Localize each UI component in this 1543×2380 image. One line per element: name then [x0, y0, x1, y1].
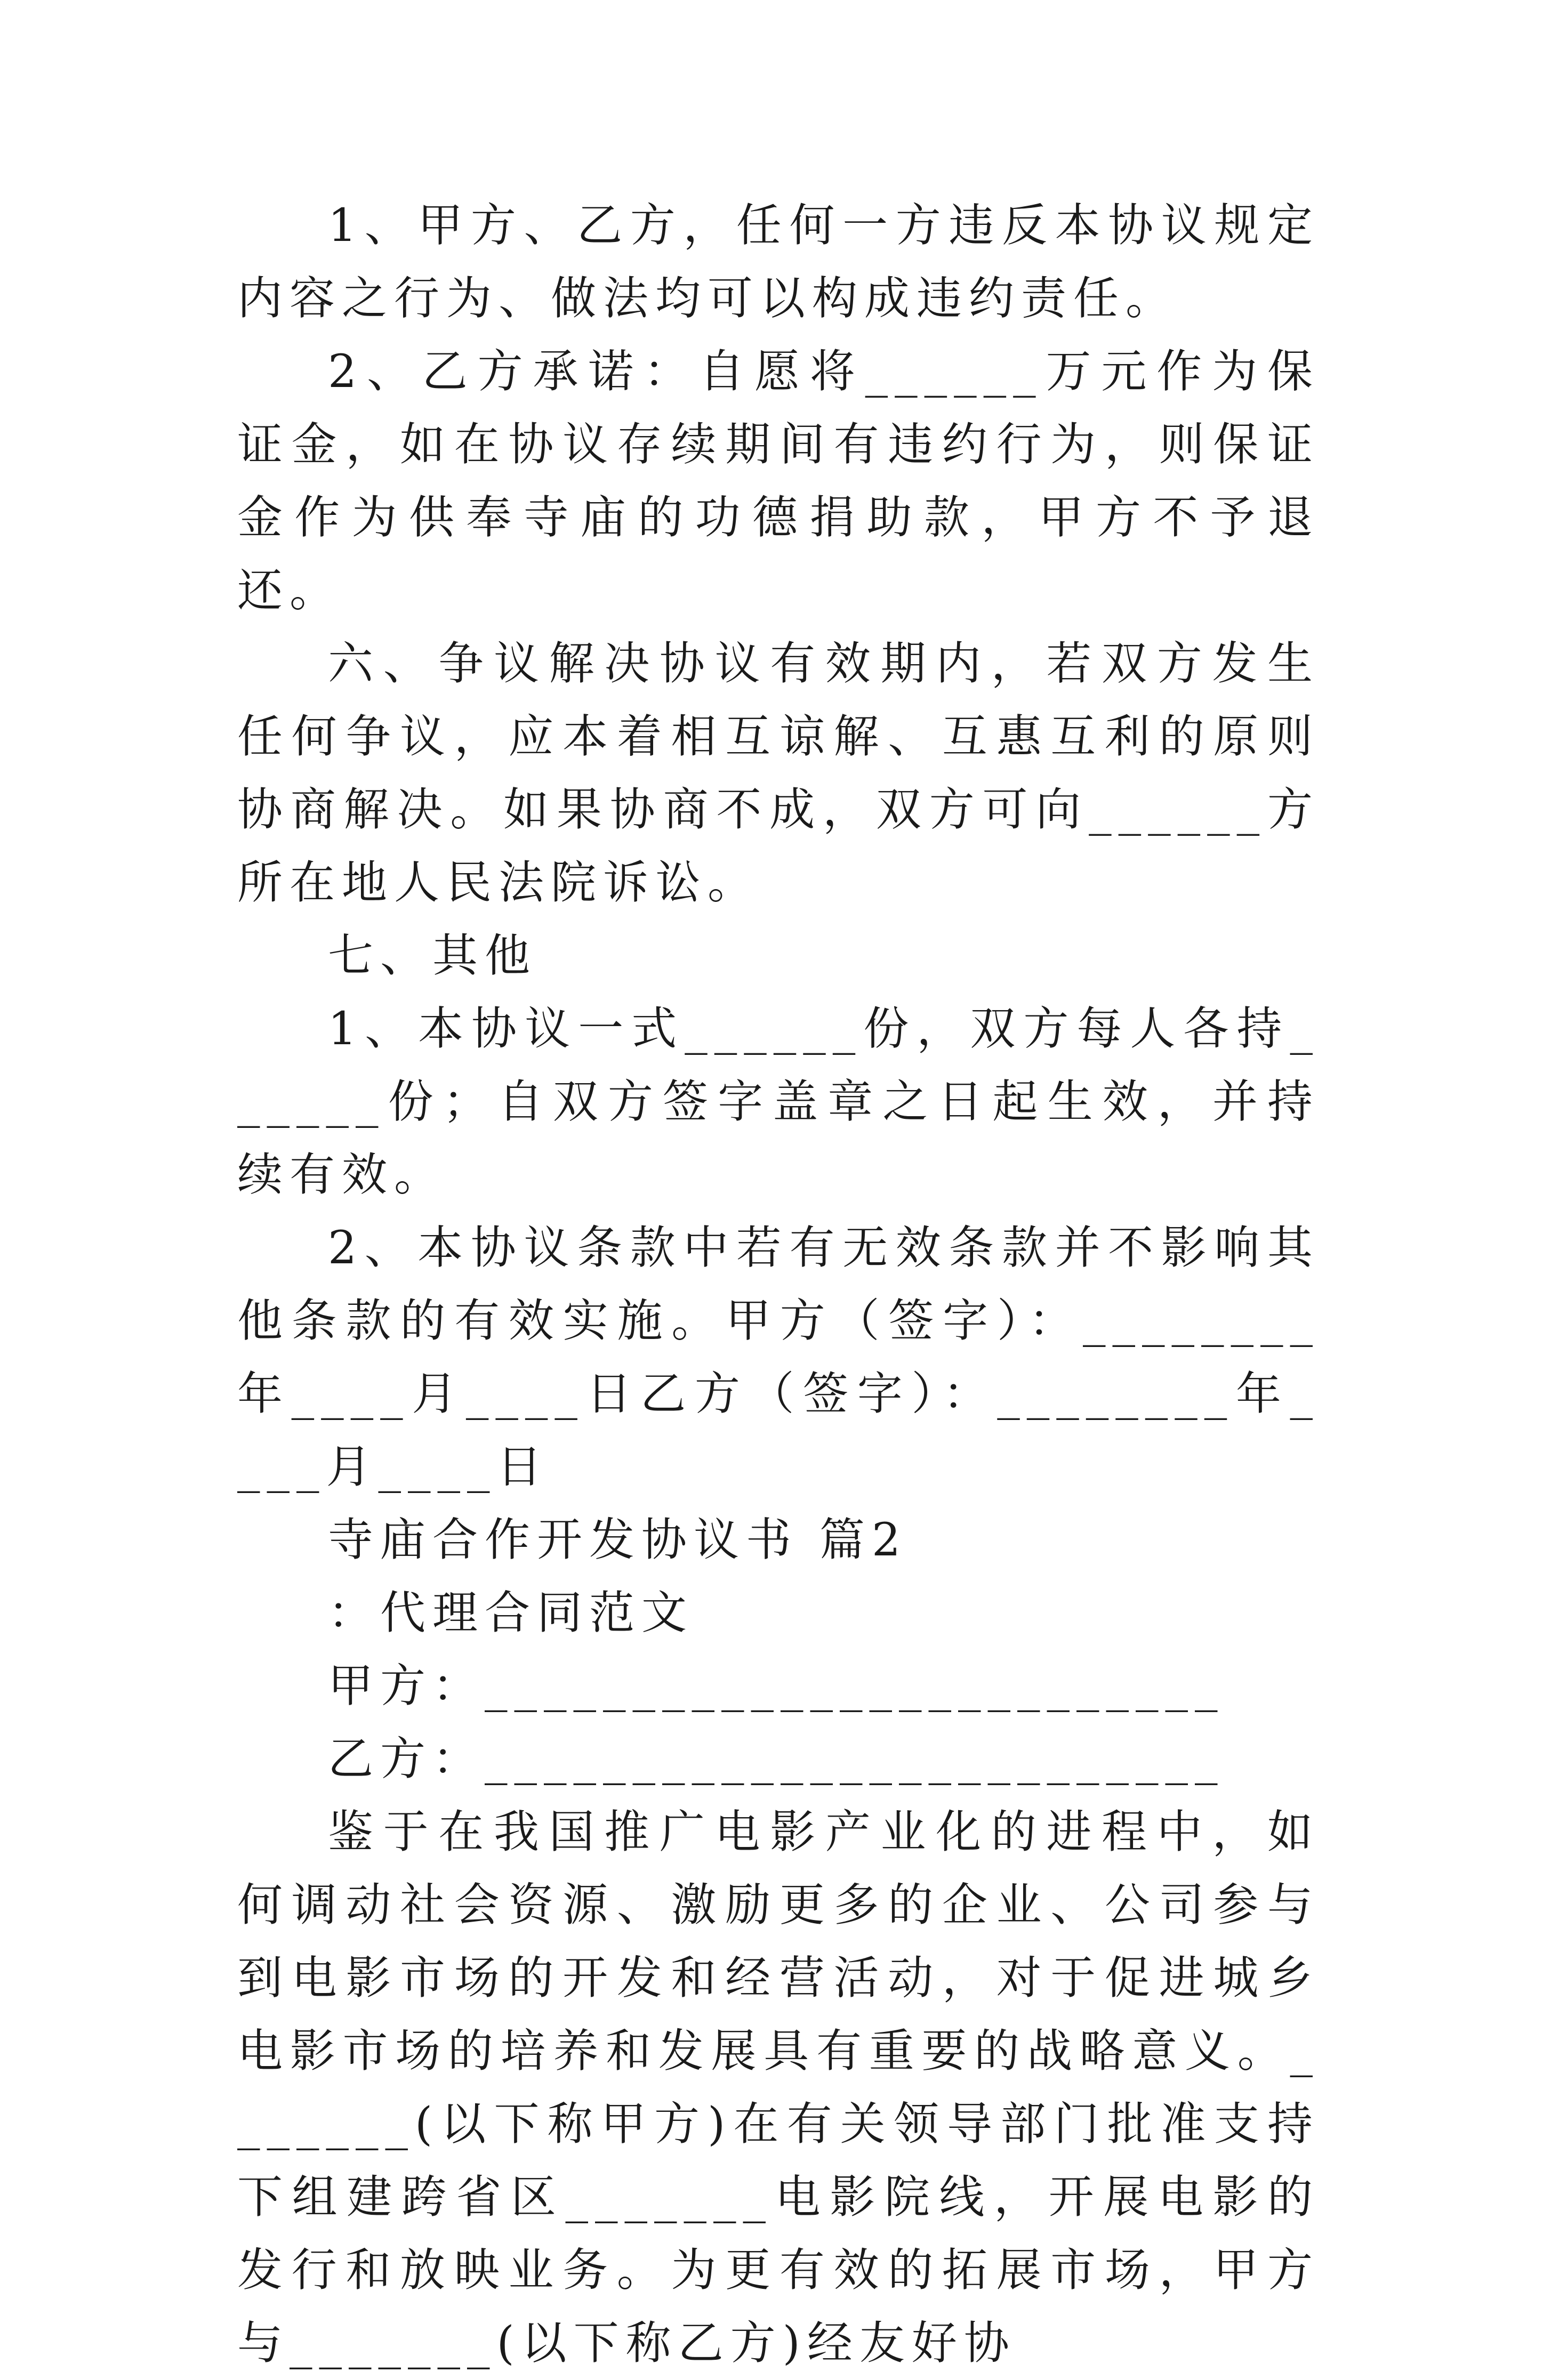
- paragraph-copies-clause: 1、本协议一式______份，双方每人各持______份；自双方签字盖章之日起生效，并持续有效。: [237, 1003, 1320, 1201]
- paragraph-deposit-clause: 2、乙方承诺：自愿将______万元作为保证金，如在协议存续期间有违约行为，则保证金作为供奉寺庙的功德捐助款，甲方不予退还。: [237, 345, 1320, 617]
- article-title-part-2: 寺庙合作开发协议书 篇2: [328, 1514, 908, 1567]
- paragraph-dispute-resolution: 六、争议解决协议有效期内，若双方发生任何争议，应本着相互谅解、互惠互利的原则协商解决。如果协商不成，双方可向______方所在地人民法院诉讼。: [237, 638, 1320, 909]
- paragraph-preamble: 鉴于在我国推广电影产业化的进程中，如何调动社会资源、激励更多的企业、公司参与到电影市场的开发和经营活动，对于促进城乡电影市场的培养和发展具有重要的战略意义。_______(以下称甲方)在有关领导部门批准支持下组建跨省区_______电影院线，开展电影的发行和放映业务。为更有效的拓展市场，甲方与_______(以下称乙方)经友好协: [237, 1806, 1320, 2370]
- paragraph-breach-clause-1: 1、甲方、乙方，任何一方违反本协议规定内容之行为、做法均可以构成违约责任。: [237, 199, 1320, 325]
- party-a-line: 甲方：_________________________: [328, 1660, 1225, 1713]
- section-heading-other: 七、其他: [328, 930, 537, 982]
- subtitle-agency-contract: ：代理合同范文: [328, 1587, 694, 1640]
- party-b-line: 乙方：_________________________: [328, 1733, 1225, 1786]
- document-body: [237, 189, 1320, 2380]
- paragraph-signature-clause: 2、本协议条款中若有无效条款并不影响其他条款的有效实施。甲方（签字）：________年____月____日乙方（签字）：________年____月____日: [237, 1222, 1320, 1494]
